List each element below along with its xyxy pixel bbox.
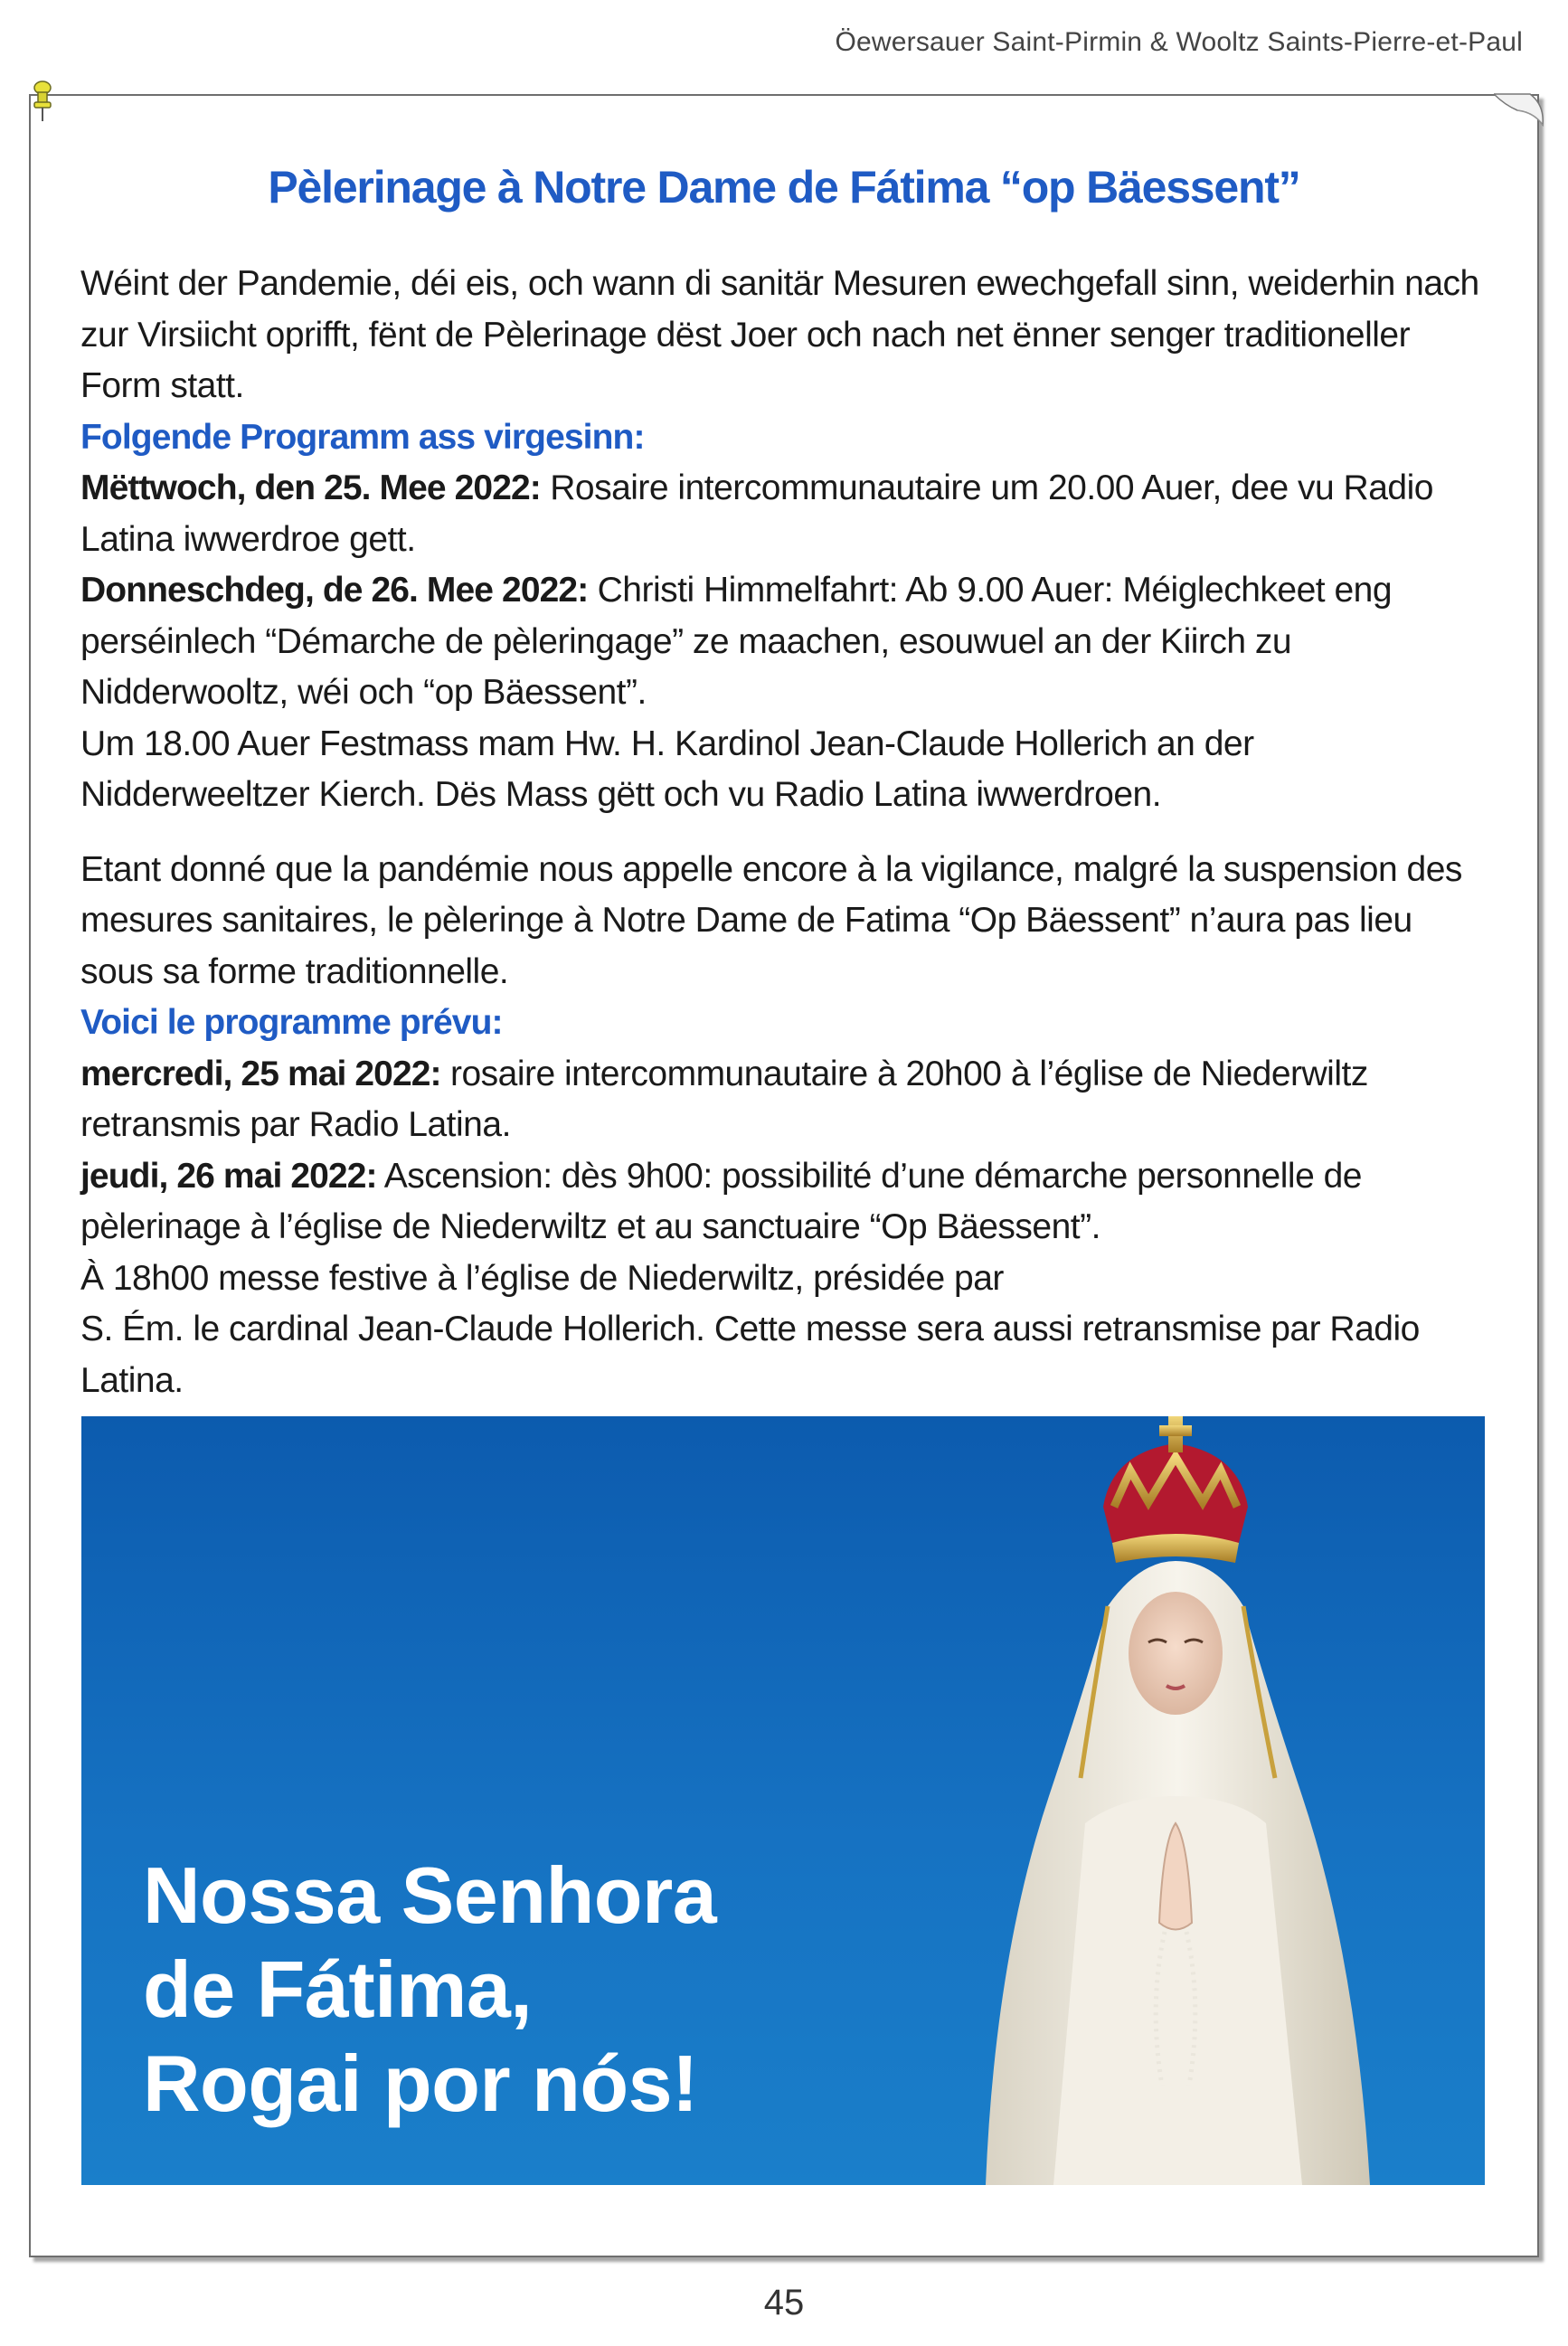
program-item-lu-1 [80, 463, 1491, 565]
program-heading-fr: Voici le programme prévu: [80, 1003, 503, 1042]
program-item-fr-1 [80, 1049, 1491, 1151]
intro-lu: Wéint der Pandemie, déi eis, och wann di sanitär Mesuren ewechgefall sinn, weiderhin nach zur Virsiicht oprifft, fënt de Pèlerinage dëst Joer och nach net ënner senger traditioneller Form statt. [80, 264, 1479, 405]
mass-fr-line1: À 18h00 messe festive à l’église de Niederwiltz, présidée par [80, 1258, 1004, 1298]
program-heading-lu: Folgende Programm ass virgesinn: [80, 417, 645, 457]
mass-lu: Um 18.00 Auer Festmass mam Hw. H. Kardinol Jean-Claude Hollerich an der Nidderweeltzer Kierch. Dës Mass gëtt och vu Radio Latina iwwerdroen. [80, 724, 1254, 814]
banner-line: Rogai por nós! [143, 2039, 698, 2128]
article-title: Pèlerinage à Notre Dame de Fátima “op Bäessent” [268, 162, 1300, 213]
program-item-lu-2 [80, 565, 1491, 719]
program-date: jeudi, 26 mai 2022: [80, 1156, 377, 1196]
program-text: Rosaire intercommunautaire um 20.00 Auer, dee vu Radio Latina iwwerdroe gett. [80, 468, 1433, 559]
banner-text [143, 1849, 716, 2131]
banner-line: de Fátima, [143, 1944, 533, 2034]
intro-fr: Etant donné que la pandémie nous appelle encore à la vigilance, malgré la suspension des mesures sanitaires, le pèleringe à Notre Dame de Fatima “Op Bäessent” n’aura pas lieu sous sa forme traditionnelle. [80, 849, 1462, 991]
page-header: Öewersauer Saint-Pirmin & Wooltz Saints-Pierre-et-Paul [835, 27, 1523, 57]
program-text: Ascension: dès 9h00: possibilité d’une démarche personnelle de pèlerinage à l’église de Niederwiltz et au sanctuaire “Op Bäessent”. [80, 1156, 1362, 1246]
mass-fr-line2: S. Ém. le cardinal Jean-Claude Hollerich. Cette messe sera aussi retransmise par Radio Latina. [80, 1310, 1420, 1400]
program-text: rosaire intercommunautaire à 20h00 à l’église de Niederwiltz retransmis par Radio Latina. [80, 1054, 1368, 1144]
page-curl-icon [1494, 85, 1546, 130]
pushpin-icon [27, 80, 58, 123]
program-text: Christi Himmelfahrt: Ab 9.00 Auer: Méiglechkeet eng perséinlech “Démarche de pèleringage” ze maachen, esouwuel an der Kiirch zu Nidderwooltz, wéi och “op Bäessent”. [80, 571, 1393, 712]
fatima-statue-icon [877, 1416, 1485, 2185]
banner-line: Nossa Senhora [143, 1850, 717, 1940]
program-date: mercredi, 25 mai 2022: [80, 1054, 441, 1093]
program-date: Donneschdeg, de 26. Mee 2022: [80, 571, 589, 610]
fatima-banner [81, 1416, 1485, 2185]
program-item-fr-2 [80, 1151, 1491, 1253]
article-body [80, 259, 1491, 1406]
page-number: 45 [763, 2283, 805, 2322]
program-date: Mëttwoch, den 25. Mee 2022: [80, 468, 541, 507]
